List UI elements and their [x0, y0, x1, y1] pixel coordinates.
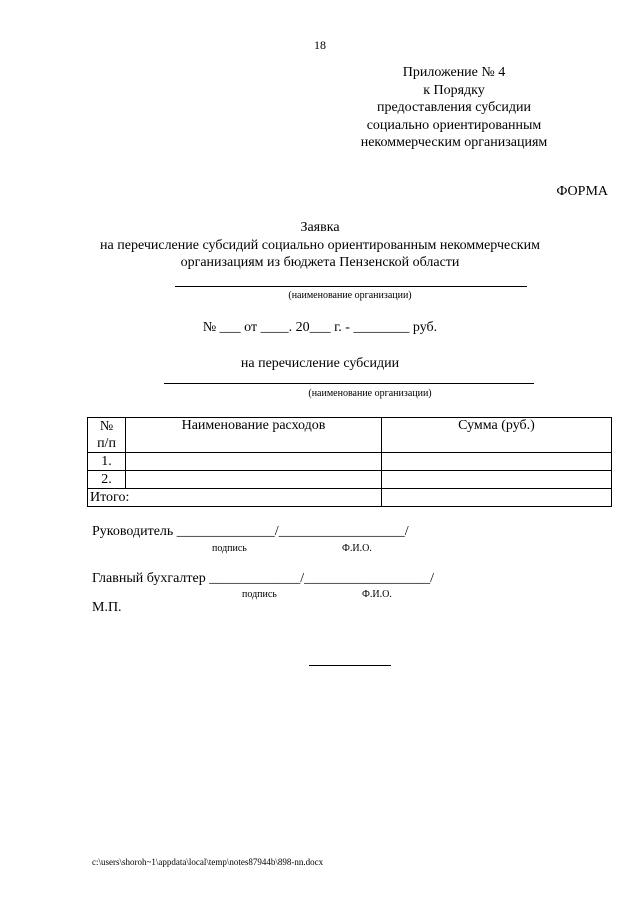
appendix-line: Приложение № 4 — [402, 65, 506, 80]
head-signature-caption: подпись — [212, 543, 247, 554]
row-expense-cell — [126, 471, 382, 489]
accountant-signature-caption: подпись — [242, 589, 277, 600]
expenses-table — [87, 417, 612, 507]
total-label: Итого: — [88, 489, 382, 507]
title-line: на перечисление субсидий социально ориентированным некоммерческим — [100, 237, 540, 253]
org-name-caption-2: (наименование организации) — [308, 388, 432, 399]
head-name-caption: Ф.И.О. — [342, 543, 372, 554]
page-number: 18 — [314, 38, 326, 52]
header-number — [88, 418, 126, 453]
head-signature-line: Руководитель ______________/__________________/ — [92, 524, 409, 539]
table-row — [88, 453, 612, 471]
appendix-header — [324, 64, 584, 152]
appendix-line: социально ориентированным — [366, 117, 542, 133]
row-number: 1. — [88, 453, 126, 471]
table-total-row — [88, 489, 612, 507]
org-name-line-2 — [164, 383, 534, 384]
header-number-line2: п/п — [97, 436, 116, 451]
appendix-line: к Порядку — [423, 82, 485, 98]
appendix-line: предоставления субсидии — [376, 100, 532, 115]
row-sum-cell — [382, 471, 612, 489]
purpose-text: на перечисление субсидии — [240, 356, 400, 371]
document-title — [0, 219, 640, 272]
separator-line — [309, 665, 391, 666]
table-header-row — [88, 418, 612, 453]
header-number-line1: № — [99, 419, 114, 434]
seal-label: М.П. — [92, 600, 122, 615]
table-row — [88, 471, 612, 489]
org-name-caption: (наименование организации) — [288, 290, 412, 301]
row-expense-cell — [126, 453, 382, 471]
title-line: организациям из бюджета Пензенской области — [180, 255, 460, 270]
footer-file-path: c:\users\shoroh~1\appdata\local\temp\notes87944b\898-nn.docx — [92, 857, 324, 867]
title-line: Заявка — [300, 220, 340, 235]
accountant-signature-line: Главный бухгалтер _____________/__________________/ — [92, 571, 435, 586]
total-sum-cell — [382, 489, 612, 507]
accountant-name-caption: Ф.И.О. — [362, 589, 392, 600]
request-number-line: № ___ от ____. 20___ г. - ________ руб. — [202, 320, 438, 335]
row-sum-cell — [382, 453, 612, 471]
org-name-line — [175, 286, 527, 287]
header-sum: Сумма (руб.) — [382, 418, 612, 453]
appendix-line: некоммерческим организациям — [360, 135, 548, 150]
header-expense-name: Наименование расходов — [126, 418, 382, 453]
form-label: ФОРМА — [556, 184, 608, 199]
row-number: 2. — [88, 471, 126, 489]
